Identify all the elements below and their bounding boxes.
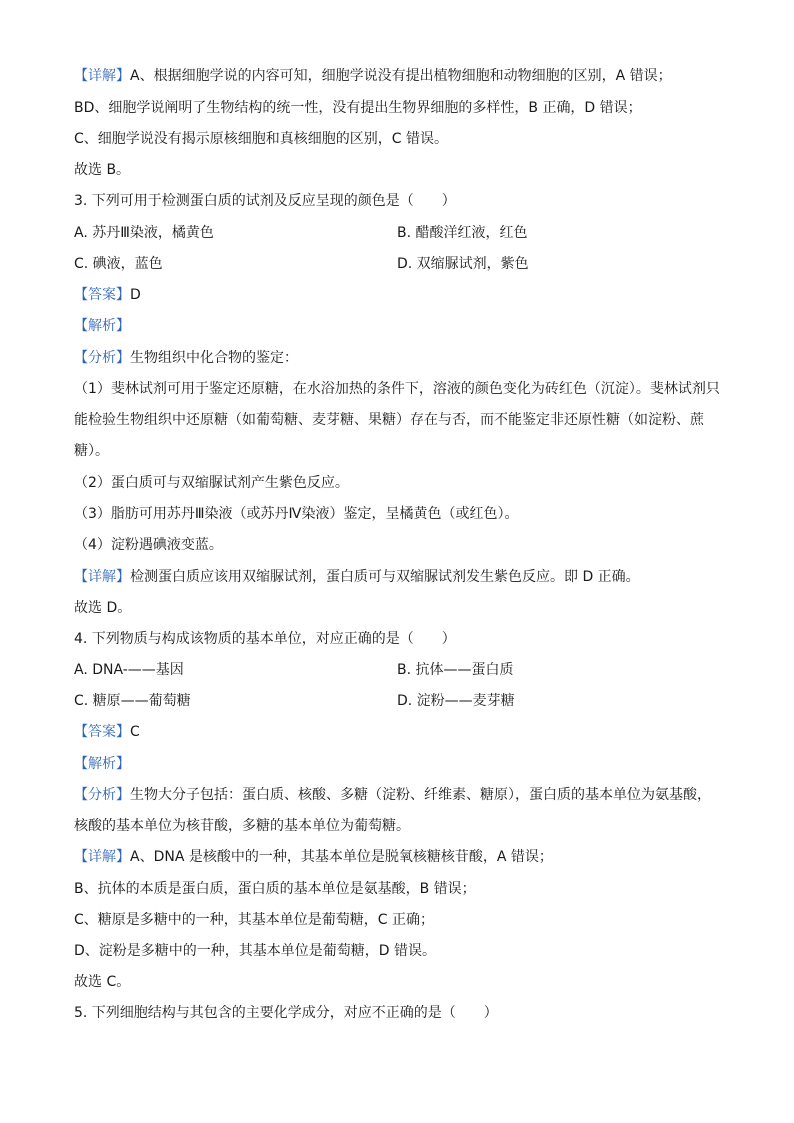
answer-tag: 【答案】 (74, 287, 130, 303)
analysis-point-4: （4）淀粉遇碘液变蓝。 (74, 537, 223, 553)
option-d: D. 淀粉——麦芽糖 (397, 693, 515, 709)
explanation-text: A、根据细胞学说的内容可知，细胞学说没有提出植物细胞和动物细胞的区别，A 错误； (130, 68, 672, 84)
answer-tag: 【答案】 (74, 724, 130, 740)
detail-text: A、DNA 是核酸中的一种，其基本单位是脱氧核糖核苷酸，A 错误； (130, 849, 553, 865)
detail-line (74, 567, 640, 587)
analysis-text: 生物组织中化合物的鉴定： (130, 350, 298, 366)
explanation-line (74, 66, 672, 86)
analysis-line (74, 348, 298, 368)
selection-line: 故选 D。 (74, 600, 132, 616)
analysis-tag: 【解析】 (74, 318, 130, 334)
analysis-point-2: （2）蛋白质可与双缩脲试剂产生紫色反应。 (74, 475, 349, 491)
analysis-sub-tag: 【分析】 (74, 350, 130, 366)
option-d: D. 双缩脲试剂，紫色 (397, 256, 529, 272)
detail-line (74, 847, 553, 867)
analysis-line (74, 785, 711, 805)
option-c: C. 糖原——葡萄糖 (74, 693, 191, 709)
analysis-point-1-cont: 能检验生物组织中还原糖（如葡萄糖、麦芽糖、果糖）存在与否，而不能鉴定非还原性糖（如淀粉、蔗 (74, 412, 704, 428)
analysis-point-1: （1）斐林试剂可用于鉴定还原糖，在水浴加热的条件下，溶液的颜色变化为砖红色（沉淀）。斐林试剂只 (74, 381, 720, 397)
detail-tag: 【详解】 (74, 569, 130, 585)
detail-line: C、糖原是多糖中的一种，其基本单位是葡萄糖，C 正确； (74, 912, 434, 928)
analysis-line-cont: 核酸的基本单位为核苷酸，多糖的基本单位为葡萄糖。 (74, 818, 410, 834)
answer-value: C (130, 724, 140, 740)
question-4-stem: 4. 下列物质与构成该物质的基本单位，对应正确的是（ ） (74, 631, 456, 647)
detail-line: B、抗体的本质是蛋白质，蛋白质的基本单位是氨基酸，B 错误； (74, 881, 476, 897)
answer-line (74, 722, 140, 742)
question-3-stem: 3. 下列可用于检测蛋白质的试剂及反应呈现的颜色是（ ） (74, 193, 456, 209)
option-a: A. 苏丹Ⅲ染液，橘黄色 (74, 225, 214, 241)
option-c: C. 碘液，蓝色 (74, 256, 163, 272)
explanation-line: BD、细胞学说阐明了生物结构的统一性，没有提出生物界细胞的多样性，B 正确，D 错误； (74, 100, 642, 116)
analysis-text: 生物大分子包括：蛋白质、核酸、多糖（淀粉、纤维素、糖原），蛋白质的基本单位为氨基酸， (130, 787, 711, 803)
option-b: B. 抗体——蛋白质 (397, 662, 514, 678)
detail-tag: 【详解】 (74, 68, 130, 84)
detail-text: 检测蛋白质应该用双缩脲试剂，蛋白质可与双缩脲试剂发生紫色反应。即 D 正确。 (130, 569, 640, 585)
detail-line: D、淀粉是多糖中的一种，其基本单位是葡萄糖，D 错误。 (74, 943, 437, 959)
option-b: B. 醋酸洋红液，红色 (397, 225, 528, 241)
selection-line: 故选 B。 (74, 162, 131, 178)
answer-line (74, 285, 141, 305)
analysis-point-1-end: 糖）。 (74, 443, 109, 459)
detail-tag: 【详解】 (74, 849, 130, 865)
answer-value: D (130, 287, 141, 303)
option-a: A. DNA-——基因 (74, 662, 184, 678)
explanation-line: C、细胞学说没有揭示原核细胞和真核细胞的区别，C 错误。 (74, 131, 448, 147)
question-5-stem: 5. 下列细胞结构与其包含的主要化学成分，对应不正确的是（ ） (74, 1005, 498, 1021)
analysis-point-3: （3）脂肪可用苏丹Ⅲ染液（或苏丹Ⅳ染液）鉴定，呈橘黄色（或红色）。 (74, 506, 519, 522)
selection-line: 故选 C。 (74, 974, 131, 990)
analysis-sub-tag: 【分析】 (74, 787, 130, 803)
analysis-tag: 【解析】 (74, 756, 130, 772)
